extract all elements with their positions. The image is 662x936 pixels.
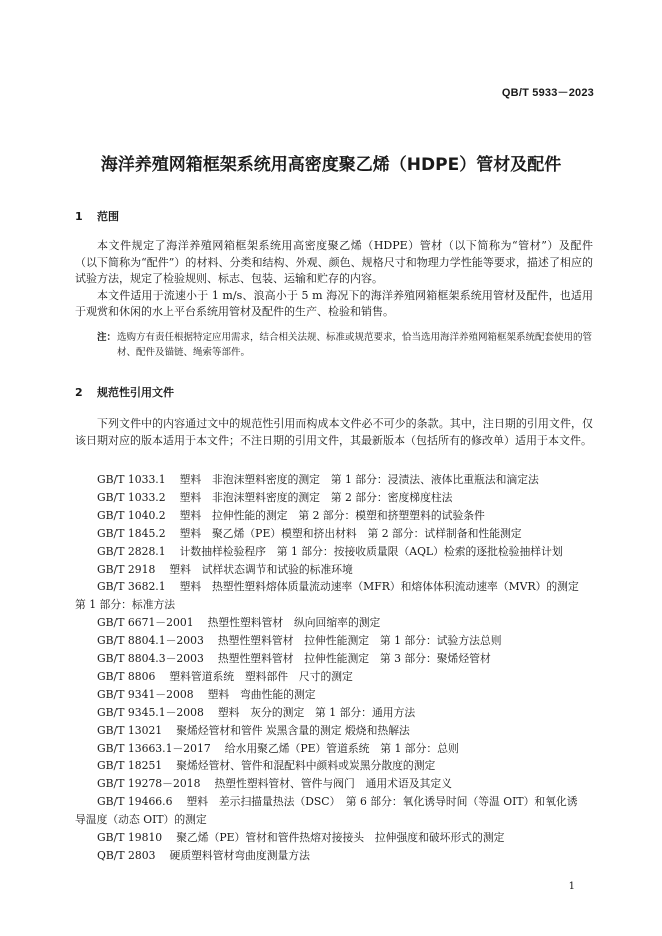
document-title: 海洋养殖网箱框架系统用高密度聚乙烯（HDPE）管材及配件 <box>100 155 562 175</box>
reference-code: GB/T 19278－2018 <box>97 777 201 791</box>
reference-code: GB/T 18251 <box>97 759 163 773</box>
reference-item <box>97 669 353 684</box>
section-1-number: 1 <box>75 210 83 223</box>
reference-code: GB/T 1040.2 <box>97 508 166 522</box>
reference-code: GB/T 1033.1 <box>97 473 166 486</box>
reference-title: 聚烯烃管材和管件 炭黑含量的测定 煅烧和热解法 <box>176 723 410 737</box>
reference-item <box>97 562 353 577</box>
reference-item <box>97 776 452 791</box>
reference-title: 塑料管道系统 塑料部件 尺寸的测定 <box>169 669 353 683</box>
page-number: 1 <box>568 881 575 892</box>
reference-title: 塑料 灰分的测定 第 1 部分：通用方法 <box>217 705 416 719</box>
reference-item <box>97 615 380 630</box>
section-2-title: 规范性引用文件 <box>97 386 174 399</box>
reference-item <box>97 490 452 505</box>
reference-code: GB/T 13021 <box>97 723 163 737</box>
reference-code: GB/T 8804.3－2003 <box>97 652 204 665</box>
reference-item <box>97 848 310 863</box>
reference-title: 塑料 拉伸性能的测定 第 2 部分：模塑和挤塑塑料的试验条件 <box>179 508 485 522</box>
reference-title: 塑料 弯曲性能的测定 <box>207 687 316 701</box>
reference-code: GB/T 9345.1－2008 <box>97 705 204 719</box>
scope-paragraph-2: 本文件适用于流速小于 1 m/s、浪高小于 5 m 海况下的海洋养殖网箱框架系统用管材及配件，也适用于观赏和休闲的水上平台系统用管材及配件的生产、检验和销售。 <box>75 288 593 318</box>
reference-title: 热塑性塑料管材 拉伸性能测定 第 3 部分：聚烯烃管材 <box>217 652 491 665</box>
reference-list <box>75 0 593 936</box>
reference-title: 硬质塑料管材弯曲度测量方法 <box>169 848 310 862</box>
scope-paragraph-1: 本文件规定了海洋养殖网箱框架系统用高密度聚乙烯（HDPE）管材（以下简称为“管材”）及配件（以下简称为“配件”）的材料、分类和结构、外观、颜色、规格尺寸和物理力学性能等要求，描述了相应的试验方法，规定了检验规则、标志、包装、运输和贮存的内容。 <box>75 239 593 285</box>
reference-code: GB/T 1033.2 <box>97 490 166 504</box>
standard-number: QB/T 5933－2023 <box>501 87 594 99</box>
reference-code: GB/T 19466.6 <box>97 795 173 809</box>
reference-code: QB/T 2803 <box>97 848 156 862</box>
reference-item <box>97 633 502 648</box>
reference-continuation: 第 1 部分：标准方法 <box>75 598 176 612</box>
reference-title: 塑料 非泡沫塑料密度的测定 第 1 部分：浸渍法、液体比重瓶法和滴定法 <box>179 473 539 486</box>
reference-code: GB/T 8804.1－2003 <box>97 634 204 648</box>
reference-item <box>97 705 415 720</box>
reference-title: 塑料 试样状态调节和试验的标准环境 <box>169 562 353 576</box>
reference-item <box>97 651 491 666</box>
reference-item <box>97 472 539 487</box>
reference-item <box>97 579 579 594</box>
reference-title: 塑料 差示扫描量热法（DSC） 第 6 部分：氧化诱导时间（等温 OIT）和氧化诱 <box>186 795 578 809</box>
reference-item <box>97 508 485 523</box>
reference-continuation: 导温度（动态 OIT）的测定 <box>75 813 207 827</box>
reference-item <box>97 741 459 756</box>
reference-code: GB/T 2918 <box>97 562 156 576</box>
section-1-title: 范围 <box>97 210 119 223</box>
reference-code: GB/T 3682.1 <box>97 580 166 594</box>
reference-code: GB/T 8806 <box>97 669 156 683</box>
reference-code: GB/T 9341－2008 <box>97 687 194 701</box>
reference-title: 塑料 热塑性塑料熔体质量流动速率（MFR）和熔体体积流动速率（MVR）的测定 <box>179 580 579 594</box>
reference-code: GB/T 19810 <box>97 831 163 844</box>
reference-title: 计数抽样检验程序 第 1 部分：按接收质量限（AQL）检索的逐批检验抽样计划 <box>179 544 563 558</box>
reference-title: 给水用聚乙烯（PE）管道系统 第 1 部分：总则 <box>224 741 459 755</box>
reference-item <box>97 794 578 809</box>
reference-title: 塑料 聚乙烯（PE）模塑和挤出材料 第 2 部分：试样制备和性能测定 <box>179 526 522 540</box>
reference-title: 热塑性塑料管材 纵向回缩率的测定 <box>207 616 381 630</box>
reference-item <box>97 687 316 702</box>
note-text: 选购方有责任根据特定应用需求，结合相关法规、标准或规范要求，恰当选用海洋养殖网箱框架系统配套使用的管材、配件及锚链、绳索等部件。 <box>117 332 593 358</box>
reference-title: 热塑性塑料管材 拉伸性能测定 第 1 部分：试验方法总则 <box>217 634 502 648</box>
reference-title: 塑料 非泡沫塑料密度的测定 第 2 部分：密度梯度柱法 <box>179 490 453 504</box>
reference-item <box>97 526 522 541</box>
reference-code: GB/T 13663.1－2017 <box>97 741 211 755</box>
reference-item <box>97 723 410 738</box>
reference-title: 聚乙烯（PE）管材和管件热熔对接接头 拉伸强度和破坏形式的测定 <box>176 831 505 844</box>
reference-item <box>97 544 563 559</box>
reference-title: 热塑性塑料管材、管件与阀门 通用术语及其定义 <box>214 777 452 791</box>
reference-code: GB/T 1845.2 <box>97 526 166 540</box>
note-label: 注： <box>97 332 117 343</box>
references-intro: 下列文件中的内容通过文中的规范性引用而构成本文件必不可少的条款。其中，注日期的引用文件，仅该日期对应的版本适用于本文件；不注日期的引用文件，其最新版本（包括所有的修改单）适用于本文件。 <box>75 417 593 447</box>
section-2-number: 2 <box>75 386 83 399</box>
reference-code: GB/T 2828.1 <box>97 544 166 558</box>
reference-item <box>97 758 435 773</box>
reference-title: 聚烯烃管材、管件和混配料中颜料或炭黑分散度的测定 <box>176 759 436 773</box>
reference-item <box>97 830 504 845</box>
reference-code: GB/T 6671－2001 <box>97 616 194 630</box>
